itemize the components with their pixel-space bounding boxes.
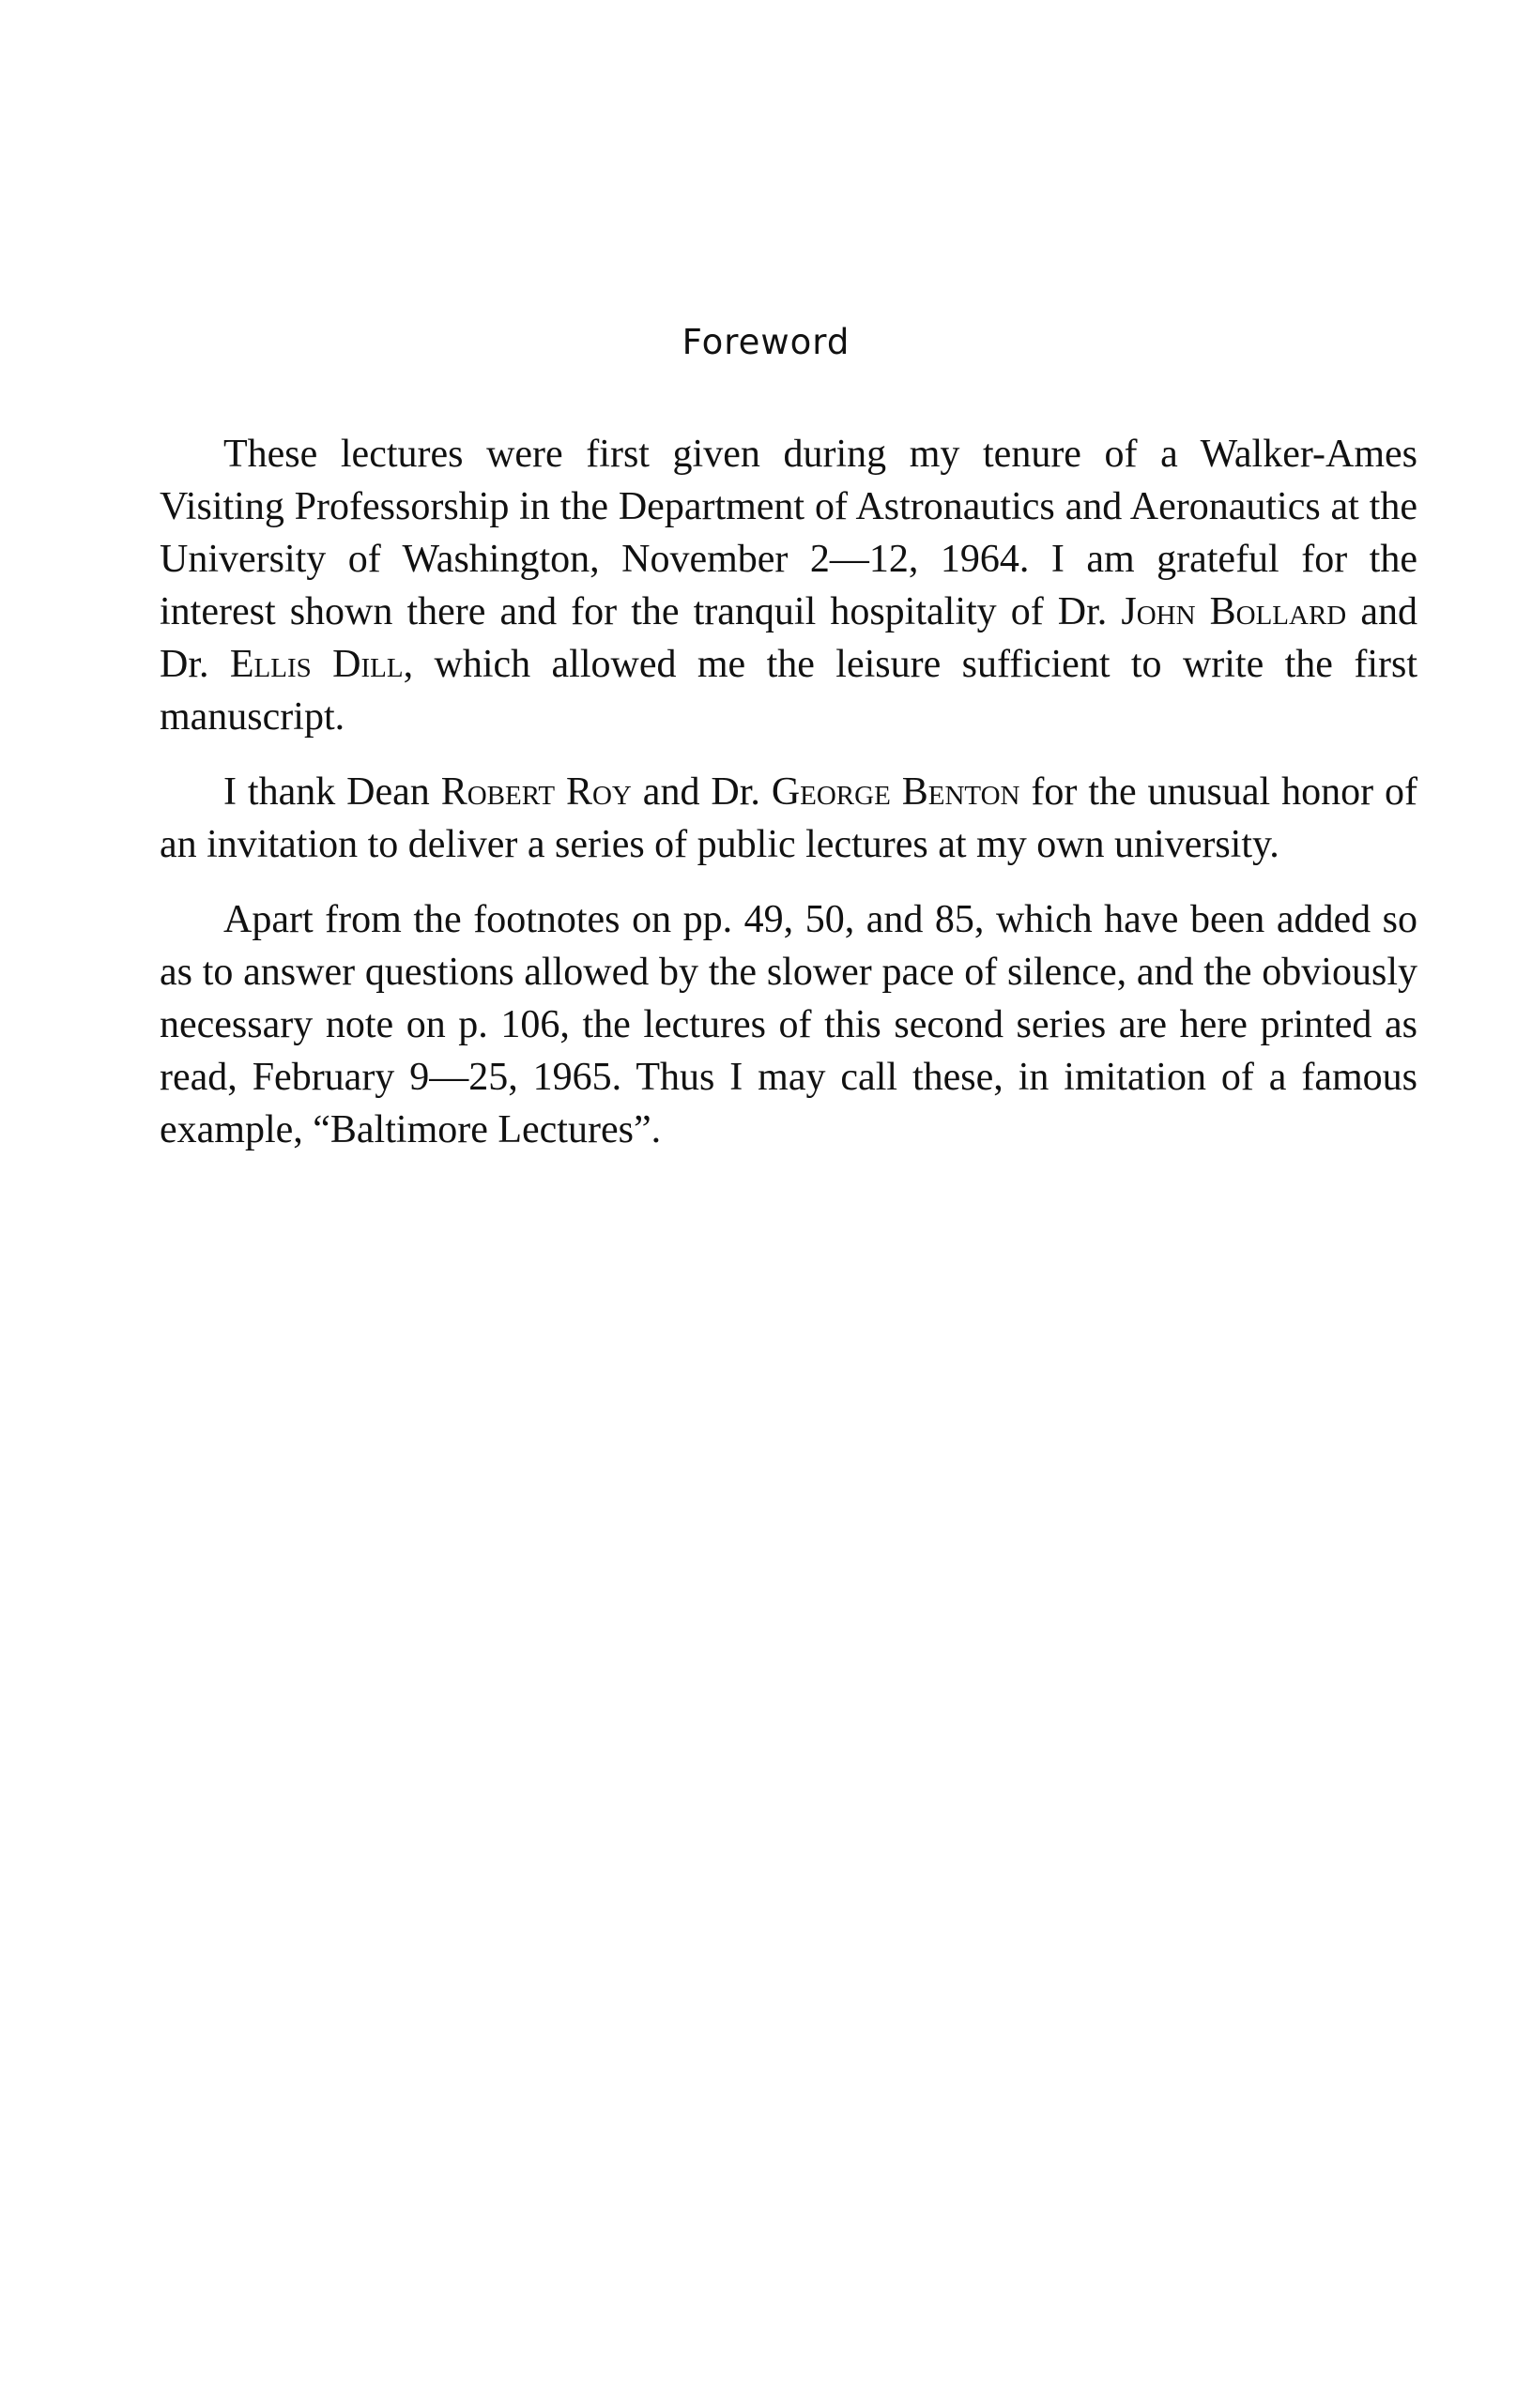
paragraph-1-text-b: and Dr. <box>160 590 1417 686</box>
body-text <box>160 428 1417 1179</box>
paragraph-2-text-c: for the unusual honor of an invitation to deliver a series of public lectures at my own university. <box>160 770 1418 866</box>
name-robert-roy: Robert Roy <box>440 770 632 814</box>
paragraph-1 <box>160 428 1417 743</box>
page-title: Foreword <box>682 322 850 362</box>
paragraph-1-text-c: , which allowed me the leisure sufficient to write the first manuscript. <box>160 643 1417 739</box>
paragraph-2-text-a: I thank Dean <box>223 770 430 814</box>
paragraph-2-text-b: and Dr. <box>642 770 760 814</box>
paragraph-1-text-a: These lectures were first given during my tenure of a Walker-Ames Visiting Professorship in the Department of Astronautics and Aeronautics at the University of Washington, November 2—12, 1964. I am grateful for the interest shown there and for the tranquil hospitality of Dr. <box>160 433 1417 633</box>
paragraph-2 <box>160 766 1417 871</box>
name-john-bollard: John Bollard <box>1121 590 1347 633</box>
name-george-benton: George Benton <box>771 770 1020 814</box>
paragraph-3: Apart from the footnotes on pp. 49, 50, and 85, which have been added so as to answer questions allowed by the slower pace of silence, and the obviously necessary note on p. 106, the lectures of this second series are here printed as read, February 9—25, 1965. Thus I may call these, in imitation of a famous example, “Baltimore Lectures”. <box>160 898 1417 1151</box>
name-ellis-dill: Ellis Dill <box>229 643 404 686</box>
